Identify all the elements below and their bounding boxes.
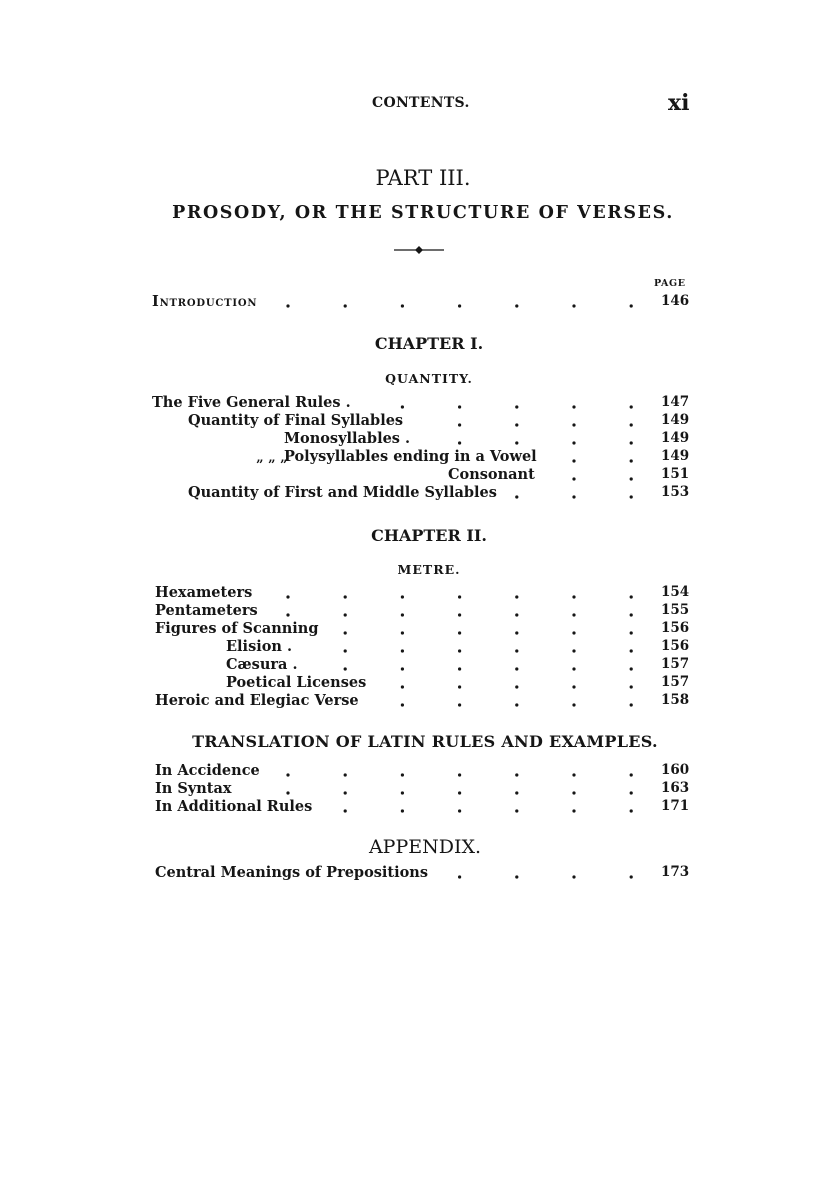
dot-leader bbox=[0, 638, 660, 656]
toc-entry-page: 163 bbox=[661, 780, 690, 796]
dot-leader bbox=[0, 293, 660, 311]
part-title: PART III. bbox=[375, 166, 471, 190]
toc-entry[interactable] bbox=[0, 466, 840, 484]
toc-entry-label: Hexameters bbox=[155, 584, 253, 601]
toc-entry[interactable] bbox=[0, 638, 840, 656]
toc-entry-page: 149 bbox=[661, 448, 690, 464]
toc-entry-page: 153 bbox=[661, 484, 690, 500]
dot-leader bbox=[0, 656, 660, 674]
page-number: xi bbox=[668, 90, 690, 116]
toc-entry-introduction[interactable] bbox=[0, 293, 840, 311]
toc-entry-page: 173 bbox=[661, 864, 690, 880]
toc-entry-page: 160 bbox=[661, 762, 690, 778]
toc-entry-page: 151 bbox=[661, 466, 690, 482]
toc-entry[interactable] bbox=[0, 692, 840, 710]
dot-leader bbox=[0, 762, 660, 780]
part-subtitle: PROSODY, OR THE STRUCTURE OF VERSES. bbox=[172, 203, 674, 223]
toc-entry-label: The Five General Rules . bbox=[152, 394, 351, 411]
dot-leader bbox=[0, 798, 660, 816]
dot-leader bbox=[0, 466, 660, 484]
toc-entry-label: Central Meanings of Prepositions bbox=[155, 864, 429, 881]
toc-entry-page: 158 bbox=[661, 692, 690, 708]
chapter-1-subtitle: QUANTITY. bbox=[385, 371, 473, 386]
toc-entry-label: Cæsura . bbox=[226, 656, 298, 673]
toc-entry[interactable] bbox=[0, 602, 840, 620]
toc-entry-label: Quantity of Final Syllables bbox=[188, 412, 404, 429]
dot-leader bbox=[0, 602, 660, 620]
toc-entry-label: Introduction bbox=[152, 293, 258, 310]
toc-entry-page: 171 bbox=[661, 798, 690, 814]
toc-entry[interactable] bbox=[0, 484, 840, 502]
toc-entry-page: 156 bbox=[661, 620, 690, 636]
toc-entry-page: 149 bbox=[661, 430, 690, 446]
toc-entry[interactable] bbox=[0, 656, 840, 674]
toc-entry-label: Monosyllables . bbox=[284, 430, 411, 447]
toc-entry[interactable] bbox=[0, 674, 840, 692]
dot-leader bbox=[0, 584, 660, 602]
toc-entry[interactable] bbox=[0, 780, 840, 798]
toc-entry-label: In Accidence bbox=[155, 762, 260, 779]
chapter-1-title: CHAPTER I. bbox=[374, 334, 484, 353]
translation-heading: TRANSLATION OF LATIN RULES AND EXAMPLES. bbox=[192, 732, 658, 751]
toc-entry-page: 157 bbox=[661, 674, 690, 690]
toc-entry-label: In Additional Rules bbox=[155, 798, 313, 815]
toc-entry-page: 147 bbox=[661, 394, 690, 410]
toc-entry-page: 149 bbox=[661, 412, 690, 428]
toc-entry[interactable] bbox=[0, 412, 840, 430]
toc-entry-label: Consonant bbox=[448, 466, 535, 483]
toc-entry[interactable] bbox=[0, 584, 840, 602]
ditto-marks: ” ” ” bbox=[256, 458, 288, 473]
toc-entry-label: Quantity of First and Middle Syllables bbox=[188, 484, 497, 501]
chapter-2-subtitle: METRE. bbox=[397, 562, 461, 577]
toc-entry-page: 156 bbox=[661, 638, 690, 654]
page-column-label: PAGE bbox=[654, 278, 686, 289]
toc-entry-label: Poetical Licenses bbox=[226, 674, 367, 691]
toc-entry[interactable] bbox=[0, 798, 840, 816]
toc-entry-label: Polysyllables ending in a Vowel bbox=[284, 448, 537, 465]
dot-leader bbox=[0, 780, 660, 798]
toc-entry-label: Figures of Scanning bbox=[155, 620, 319, 637]
dot-leader bbox=[0, 620, 660, 638]
ornament-rule-icon bbox=[394, 240, 444, 260]
chapter-2-title: CHAPTER II. bbox=[371, 526, 487, 545]
toc-entry-label: Pentameters bbox=[155, 602, 258, 619]
toc-entry[interactable] bbox=[0, 448, 840, 466]
toc-entry[interactable] bbox=[0, 620, 840, 638]
toc-entry-label: Heroic and Elegiac Verse bbox=[155, 692, 359, 709]
toc-entry-page: 146 bbox=[661, 293, 690, 309]
toc-entry-label: In Syntax bbox=[155, 780, 232, 797]
toc-entry-page: 154 bbox=[661, 584, 690, 600]
toc-entry[interactable] bbox=[0, 430, 840, 448]
toc-entry-page: 155 bbox=[661, 602, 690, 618]
toc-entry[interactable] bbox=[0, 864, 840, 882]
running-head: CONTENTS. bbox=[372, 95, 470, 111]
toc-entry[interactable] bbox=[0, 762, 840, 780]
toc-entry-page: 157 bbox=[661, 656, 690, 672]
toc-entry-label: Elision . bbox=[226, 638, 293, 655]
appendix-heading: APPENDIX. bbox=[368, 836, 482, 858]
toc-entry[interactable] bbox=[0, 394, 840, 412]
